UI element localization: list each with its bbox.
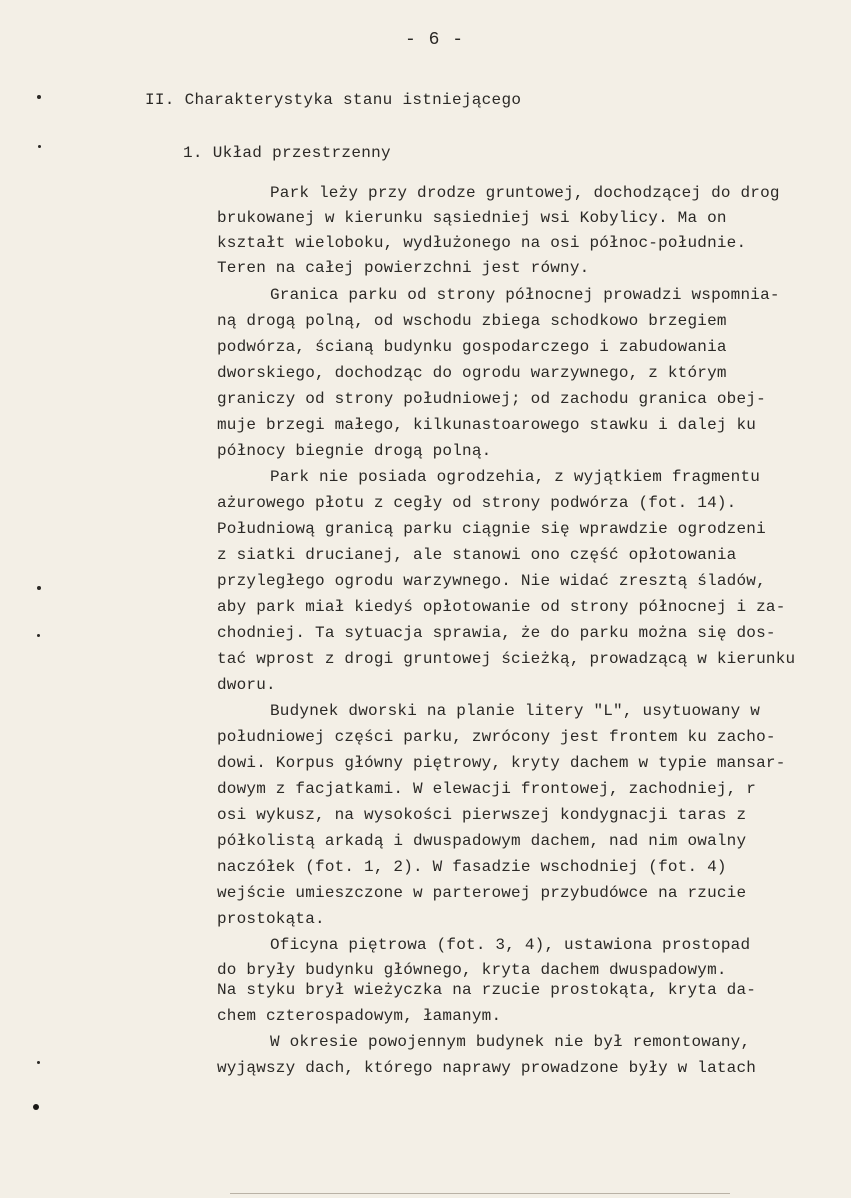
body-line: naczółek (fot. 1, 2). W fasadzie wschodniej (fot. 4): [217, 858, 727, 876]
body-line: Południową granicą parku ciągnie się wprawdzie ogrodzeni: [217, 520, 766, 538]
body-line: do bryły budynku głównego, kryta dachem dwuspadowym.: [217, 961, 727, 979]
body-line: wejście umieszczone w parterowej przybudówce na rzucie: [217, 884, 747, 902]
body-line: prostokąta.: [217, 910, 325, 928]
body-line: aby park miał kiedyś opłotowanie od strony północnej i za-: [217, 598, 786, 616]
body-line: dowi. Korpus główny piętrowy, kryty dachem w typie mansar-: [217, 754, 786, 772]
body-line: Na styku brył wieżyczka na rzucie prostokąta, kryta da-: [217, 981, 757, 999]
body-line: dworskiego, dochodząc do ogrodu warzywnego, z którym: [217, 364, 727, 382]
body-line: północy biegnie drogą polną.: [217, 442, 492, 460]
body-line: ażurowego płotu z cegły od strony podwórza (fot. 14).: [217, 494, 737, 512]
body-line: Budynek dworski na planie litery "L", usytuowany w: [270, 702, 761, 720]
body-line: Teren na całej powierzchni jest równy.: [217, 259, 590, 277]
body-line: kształt wieloboku, wydłużonego na osi północ-południe.: [217, 234, 747, 252]
body-line: wyjąwszy dach, którego naprawy prowadzone były w latach: [217, 1059, 757, 1077]
body-line: dowym z facjatkami. W elewacji frontowej, zachodniej, r: [217, 780, 757, 798]
body-line: Park nie posiada ogrodzehia, z wyjątkiem fragmentu: [270, 468, 761, 486]
subsection-title: 1. Układ przestrzenny: [183, 144, 391, 162]
body-line: południowej części parku, zwrócony jest frontem ku zacho-: [217, 728, 776, 746]
section-title: II. Charakterystyka stanu istniejącego: [145, 91, 522, 109]
body-line: Oficyna piętrowa (fot. 3, 4), ustawiona prostopad: [270, 936, 751, 954]
margin-mark: [38, 145, 41, 148]
body-line: dworu.: [217, 676, 276, 694]
body-line: przyległego ogrodu warzywnego. Nie widać zresztą śladów,: [217, 572, 766, 590]
body-line: chodniej. Ta sytuacja sprawia, że do parku można się dos-: [217, 624, 776, 642]
body-line: muje brzegi małego, kilkunastoarowego stawku i dalej ku: [217, 416, 757, 434]
body-line: chem czterospadowym, łamanym.: [217, 1007, 502, 1025]
body-line: Granica parku od strony północnej prowadzi wspomnia-: [270, 286, 780, 304]
body-line: Park leży przy drodze gruntowej, dochodzącej do drog: [270, 184, 780, 202]
margin-mark: [37, 634, 40, 637]
body-line: graniczy od strony południowej; od zachodu granica obej-: [217, 390, 766, 408]
margin-mark: [37, 586, 41, 590]
margin-mark: [37, 1061, 40, 1064]
body-line: ną drogą polną, od wschodu zbiega schodkowo brzegiem: [217, 312, 727, 330]
body-line: osi wykusz, na wysokości pierwszej kondygnacji taras z: [217, 806, 747, 824]
body-line: tać wprost z drogi gruntowej ścieżką, prowadzącą w kierunku: [217, 650, 796, 668]
margin-mark: [37, 95, 41, 99]
punch-hole: [33, 1104, 39, 1110]
page-edge-line: [230, 1193, 730, 1194]
body-line: brukowanej w kierunku sąsiedniej wsi Kobylicy. Ma on: [217, 209, 727, 227]
body-line: W okresie powojennym budynek nie był remontowany,: [270, 1033, 751, 1051]
body-line: półkolistą arkadą i dwuspadowym dachem, nad nim owalny: [217, 832, 747, 850]
body-line: z siatki drucianej, ale stanowi ono część opłotowania: [217, 546, 737, 564]
body-line: podwórza, ścianą budynku gospodarczego i zabudowania: [217, 338, 727, 356]
page-number: - 6 -: [405, 30, 465, 50]
